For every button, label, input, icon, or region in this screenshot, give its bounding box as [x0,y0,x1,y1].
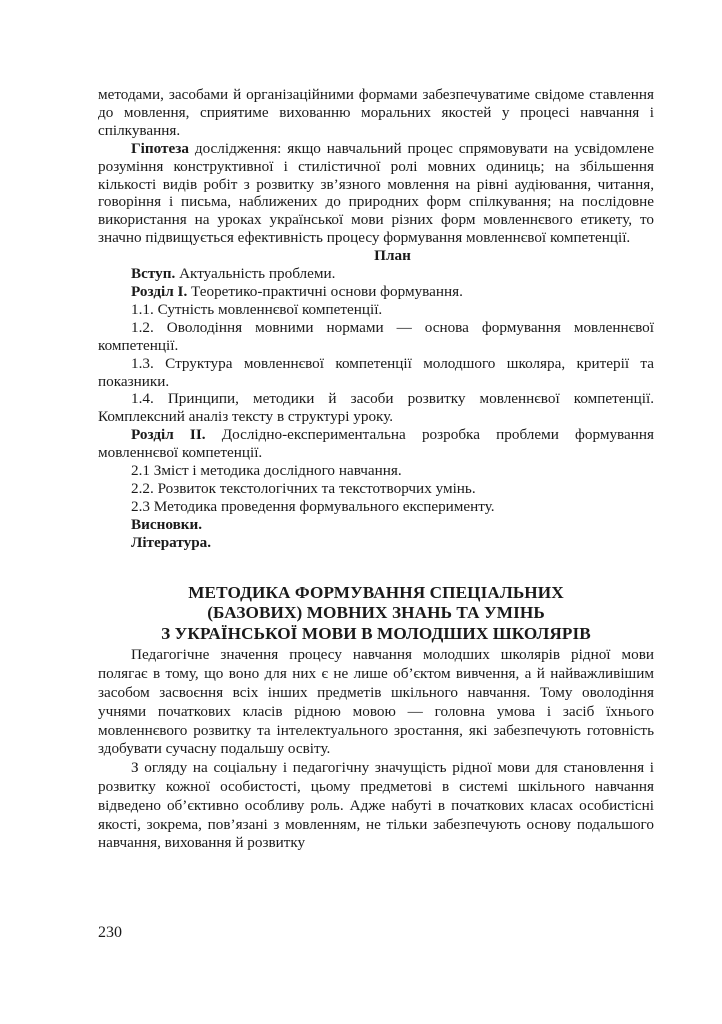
section-paragraph: З огляду на соціальну і педагогічну значущість рідної мови для становлення і розвитку кожної особистості, цьому предметові в системі шкільного навчання відведено об’єктивно особливу роль. Адже набуті в початкових класах особистісні якості, зокрема, пов’язані з мовленням, не тільки забезпечують основу подальшого навчання, виховання й розвитку [98,759,654,852]
plan-item-text: 2.2. Розвиток текстологічних та текстотворчих умінь. [131,479,476,497]
plan-item [98,498,654,516]
plan-item-label: Розділ ІІ. [131,426,206,444]
intro-paragraph: методами, засобами й організаційними формами забезпечуватиме свідоме ставлення до мовлення, сприятиме вихованню моральних якостей у процесі навчання і спілкування. [98,86,654,139]
plan-item-label: Вступ. [131,265,176,283]
plan-item [98,426,654,462]
page-content [98,86,654,853]
plan-item-text: Теоретико-практичні основи формування. [187,282,463,300]
plan-item-text: 1.2. Оволодіння мовними нормами — основа формування мовленнєвої компетенції. [98,318,654,354]
plan-item-text: Актуальність проблеми. [175,265,336,283]
plan-item-text: 2.1 Зміст і методика дослідного навчання. [131,462,402,480]
plan-item [98,534,654,552]
section-heading-line: (БАЗОВИХ) МОВНИХ ЗНАНЬ ТА УМІНЬ [207,603,545,623]
plan-item [98,355,654,391]
plan-item [98,283,654,301]
section-heading-line: МЕТОДИКА ФОРМУВАННЯ СПЕЦІАЛЬНИХ [188,582,564,602]
hypothesis-label: Гіпотеза [131,139,189,157]
plan-section [98,247,654,551]
plan-item [98,462,654,480]
plan-item [98,390,654,426]
section-paragraph: Педагогічне значення процесу навчання молодших школярів рідної мови полягає в тому, що воно для них є не лише об’єктом вивчення, а й найважливішим засобом засвоєння всіх інших предметів шкільного навчання. Тому оволодіння учнями початкових класів рідною мовою — головна умова і засіб їхнього мовленнєвого розвитку та інтелектуального зростання, які забезпечують готовність здобувати сучасну подальшу освіту. [98,646,654,758]
plan-item-text: Дослідно-експериментальна розробка проблеми формування мовленнєвої компетенції. [98,426,654,462]
hypothesis-text: дослідження: якщо навчальний процес спрямовувати на усвідомлене розуміння конструктивної і стилістичної ролі мовних одиниць; на збільшення кількості видів робіт з розвитку зв’язного мовлення на рівні аудіювання, читання, говоріння і письма, наближених до природних форм спілкування; на послідовне використання на уроках української мови різних форм мовленнєвого етикету, то значно підвищується ефективність процесу формування мовленнєвої компетенції. [98,139,654,247]
page-number: 230 [98,924,122,941]
plan-item-text: 1.1. Сутність мовленнєвої компетенції. [131,300,383,318]
hypothesis-paragraph [98,140,654,247]
plan-item-label: Розділ І. [131,282,188,300]
plan-item-text: 1.4. Принципи, методики й засоби розвитку мовленнєвої компетенції. Комплексний аналіз тексту в структурі уроку. [98,390,654,426]
plan-title: План [374,247,411,265]
plan-item [98,265,654,283]
plan-item-label: Література. [131,533,212,551]
plan-item [98,301,654,319]
plan-item [98,516,654,534]
plan-item [98,480,654,498]
section-body [98,646,654,853]
plan-item [98,319,654,355]
section-heading [98,583,654,645]
section-heading-line: З УКРАЇНСЬКОЇ МОВИ В МОЛОДШИХ ШКОЛЯРІВ [161,623,591,643]
plan-item-label: Висновки. [131,515,203,533]
plan-item-text: 2.3 Методика проведення формувального експерименту. [131,497,495,515]
plan-item-text: 1.3. Структура мовленнєвої компетенції молодшого школяра, критерії та показники. [98,354,654,390]
